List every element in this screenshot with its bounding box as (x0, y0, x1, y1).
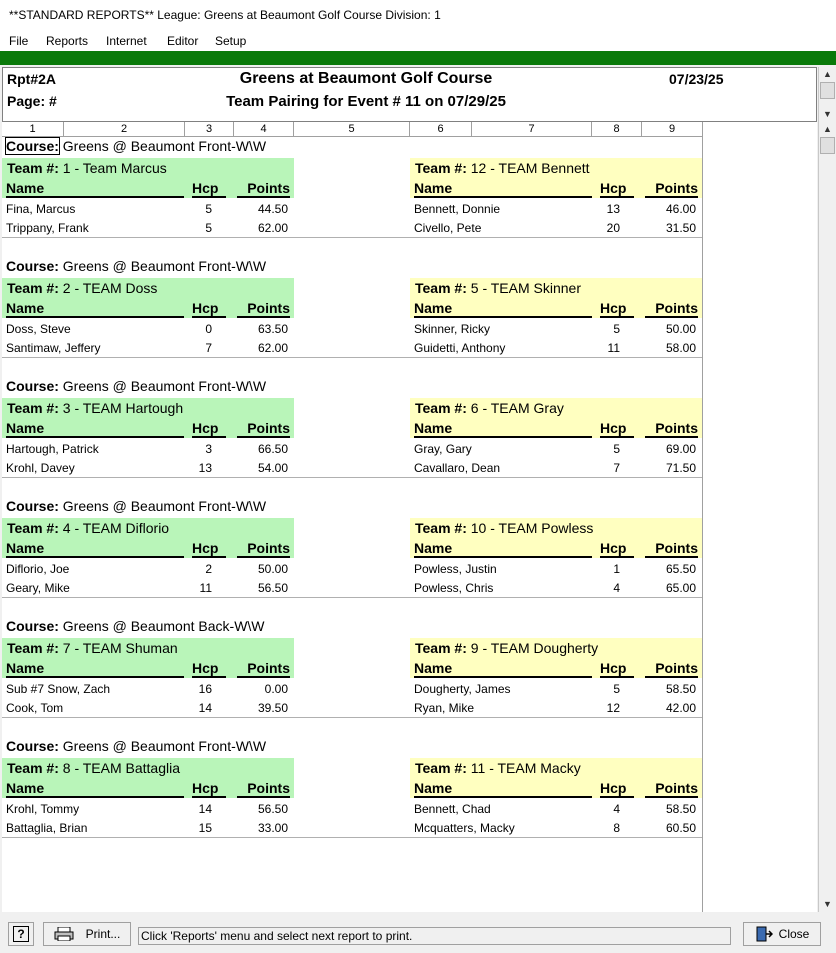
ruler-col: 9 (642, 122, 703, 137)
ruler-col: 1 (2, 122, 64, 137)
team-title (7, 160, 167, 176)
player-hcp: 5 (205, 202, 212, 216)
hcp-column-header: Hcp (600, 180, 634, 198)
team-name: 8 - TEAM Battaglia (62, 760, 181, 776)
team-label: Team #: (7, 520, 59, 536)
team-label: Team #: (7, 760, 59, 776)
player-points: 39.50 (257, 701, 288, 715)
course-name: Greens @ Beaumont Front-W\W (62, 498, 267, 514)
player-points: 54.00 (257, 461, 288, 475)
ruler-col: 5 (294, 122, 410, 137)
block-divider (2, 837, 703, 838)
player-points: 31.50 (665, 221, 696, 235)
ruler-col: 6 (410, 122, 472, 137)
player-points: 63.50 (257, 322, 288, 336)
name-column-header: Name (6, 420, 184, 438)
player-name: Powless, Chris (414, 581, 494, 595)
name-column-header: Name (414, 300, 592, 318)
print-button[interactable] (43, 922, 131, 946)
help-button[interactable] (8, 922, 34, 946)
player-hcp: 16 (198, 682, 212, 696)
team-title (7, 760, 180, 776)
points-column-header: Points (237, 180, 290, 198)
team-name: 5 - TEAM Skinner (470, 280, 581, 296)
points-column-header: Points (645, 180, 698, 198)
hcp-column-header: Hcp (192, 540, 226, 558)
player-points: 46.00 (665, 202, 696, 216)
team-header-left (2, 158, 294, 198)
player-hcp: 8 (613, 821, 620, 835)
hcp-column-header: Hcp (600, 300, 634, 318)
team-header-right (410, 758, 702, 798)
hcp-column-header: Hcp (192, 420, 226, 438)
course-label: Course: (6, 618, 59, 634)
team-title (415, 400, 564, 416)
hcp-column-header: Hcp (600, 780, 634, 798)
player-points: 42.00 (665, 701, 696, 715)
report-scrollbar[interactable] (818, 122, 835, 912)
player-name: Cavallaro, Dean (414, 461, 501, 475)
close-button[interactable] (743, 922, 821, 946)
player-hcp: 5 (205, 221, 212, 235)
menu-reports[interactable]: Reports (46, 34, 89, 48)
scroll-thumb[interactable] (820, 137, 835, 154)
ruler-col: 8 (592, 122, 642, 137)
name-column-header: Name (414, 660, 592, 678)
team-header-right (410, 398, 702, 438)
scroll-down-icon[interactable]: ▼ (820, 107, 835, 121)
pairing-block (2, 497, 703, 617)
player-points: 62.00 (257, 341, 288, 355)
course-line (6, 138, 266, 154)
ruler-col: 4 (234, 122, 294, 137)
team-header-left (2, 278, 294, 318)
player-hcp: 12 (606, 701, 620, 715)
player-hcp: 11 (199, 581, 212, 595)
team-header-left (2, 398, 294, 438)
course-name: Greens @ Beaumont Front-W\W (62, 378, 267, 394)
player-hcp: 1 (613, 562, 620, 576)
points-column-header: Points (645, 420, 698, 438)
hcp-column-header: Hcp (192, 660, 226, 678)
name-column-header: Name (6, 660, 184, 678)
team-title (415, 760, 581, 776)
team-header-left (2, 518, 294, 558)
player-hcp: 7 (613, 461, 620, 475)
points-column-header: Points (237, 420, 290, 438)
course-line (6, 378, 266, 394)
course-line (6, 738, 266, 754)
player-hcp: 13 (606, 202, 620, 216)
report-id: Rpt#2A (7, 71, 57, 87)
block-divider (2, 717, 703, 718)
player-hcp: 13 (198, 461, 212, 475)
player-points: 66.50 (257, 442, 288, 456)
name-column-header: Name (6, 540, 184, 558)
player-points: 65.50 (665, 562, 696, 576)
course-name: Greens @ Beaumont Front-W\W (62, 738, 267, 754)
points-column-header: Points (237, 660, 290, 678)
player-name: Bennett, Chad (414, 802, 491, 816)
team-label: Team #: (415, 640, 467, 656)
page-number: Page: # (7, 93, 57, 109)
points-column-header: Points (237, 540, 290, 558)
player-points: 58.00 (665, 341, 696, 355)
blank-area (703, 122, 817, 912)
bottom-toolbar (0, 913, 836, 953)
player-name: Gray, Gary (414, 442, 472, 456)
team-label: Team #: (7, 640, 59, 656)
ruler-col: 2 (64, 122, 185, 137)
player-name: Doss, Steve (6, 322, 71, 336)
hcp-column-header: Hcp (600, 420, 634, 438)
team-header-right (410, 278, 702, 318)
team-header-left (2, 638, 294, 678)
course-name: Greens @ Beaumont Front-W\W (62, 258, 267, 274)
player-name: Krohl, Davey (6, 461, 75, 475)
player-points: 0.00 (264, 682, 288, 696)
team-header-right (410, 518, 702, 558)
team-title (415, 640, 598, 656)
scroll-thumb[interactable] (820, 82, 835, 99)
points-column-header: Points (237, 780, 290, 798)
pairing-block (2, 617, 703, 737)
points-column-header: Points (645, 660, 698, 678)
player-name: Bennett, Donnie (414, 202, 501, 216)
player-name: Dougherty, James (414, 682, 511, 696)
points-column-header: Points (645, 780, 698, 798)
block-divider (2, 477, 703, 478)
points-column-header: Points (645, 540, 698, 558)
printer-icon (54, 927, 74, 941)
team-name: 10 - TEAM Powless (470, 520, 594, 536)
name-column-header: Name (6, 300, 184, 318)
player-hcp: 5 (613, 442, 620, 456)
player-hcp: 4 (613, 802, 620, 816)
course-name: Greens @ Beaumont Back-W\W (62, 618, 265, 634)
player-hcp: 15 (198, 821, 212, 835)
player-name: Fina, Marcus (6, 202, 76, 216)
player-hcp: 4 (613, 581, 620, 595)
course-line (6, 498, 266, 514)
name-column-header: Name (414, 180, 592, 198)
player-name: Battaglia, Brian (6, 821, 88, 835)
player-hcp: 14 (198, 802, 212, 816)
team-name: 2 - TEAM Doss (62, 280, 158, 296)
course-line (6, 618, 265, 634)
team-name: 3 - TEAM Hartough (62, 400, 184, 416)
team-label: Team #: (7, 280, 59, 296)
report-title: Greens at Beaumont Golf Course (239, 70, 493, 87)
player-hcp: 7 (205, 341, 212, 355)
player-points: 56.50 (257, 581, 288, 595)
player-points: 56.50 (257, 802, 288, 816)
player-points: 50.00 (257, 562, 288, 576)
name-column-header: Name (6, 180, 184, 198)
player-hcp: 3 (205, 442, 212, 456)
team-name: 11 - TEAM Macky (470, 760, 581, 776)
team-label: Team #: (7, 160, 59, 176)
report-subtitle: Team Pairing for Event # 11 on 07/29/25 (226, 93, 506, 110)
report-header (2, 67, 817, 122)
team-label: Team #: (415, 520, 467, 536)
team-header-right (410, 638, 702, 678)
player-name: Skinner, Ricky (414, 322, 491, 336)
name-column-header: Name (414, 540, 592, 558)
course-label: Course: (6, 258, 59, 274)
team-header-left (2, 758, 294, 798)
player-name: Santimaw, Jeffery (6, 341, 101, 355)
player-name: Cook, Tom (6, 701, 64, 715)
player-name: Ryan, Mike (414, 701, 475, 715)
player-hcp: 5 (613, 322, 620, 336)
name-column-header: Name (414, 780, 592, 798)
hcp-column-header: Hcp (192, 780, 226, 798)
player-name: Sub #7 Snow, Zach (6, 682, 111, 696)
course-label: Course: (6, 738, 59, 754)
hcp-column-header: Hcp (192, 300, 226, 318)
pairing-block (2, 257, 703, 377)
report-body[interactable] (2, 137, 703, 912)
team-name: 9 - TEAM Dougherty (470, 640, 599, 656)
team-name: 12 - TEAM Bennett (470, 160, 590, 176)
team-title (7, 640, 178, 656)
course-label: Course: (6, 498, 59, 514)
menu-editor[interactable]: Editor (167, 34, 199, 48)
block-divider (2, 597, 703, 598)
exit-door-icon (755, 926, 773, 942)
scroll-up-icon[interactable]: ▲ (820, 67, 835, 81)
name-column-header: Name (414, 420, 592, 438)
player-hcp: 11 (607, 341, 620, 355)
scroll-up-icon[interactable]: ▲ (820, 122, 835, 136)
menu-file[interactable]: File (9, 34, 29, 48)
team-title (7, 520, 169, 536)
player-points: 71.50 (665, 461, 696, 475)
team-label: Team #: (415, 160, 467, 176)
course-name: Greens @ Beaumont Front-W\W (62, 138, 267, 154)
team-title (415, 520, 593, 536)
player-hcp: 0 (205, 322, 212, 336)
player-points: 33.00 (257, 821, 288, 835)
player-points: 50.00 (665, 322, 696, 336)
course-line (6, 258, 266, 274)
column-ruler (2, 122, 703, 137)
points-column-header: Points (645, 300, 698, 318)
hcp-column-header: Hcp (600, 660, 634, 678)
player-name: Guidetti, Anthony (414, 341, 506, 355)
hcp-column-header: Hcp (192, 180, 226, 198)
player-points: 58.50 (665, 682, 696, 696)
player-name: Civello, Pete (414, 221, 482, 235)
block-divider (2, 357, 703, 358)
scroll-down-icon[interactable]: ▼ (820, 897, 835, 911)
name-column-header: Name (6, 780, 184, 798)
pairing-block (2, 377, 703, 497)
team-title (415, 280, 581, 296)
ruler-col: 7 (472, 122, 592, 137)
player-points: 44.50 (257, 202, 288, 216)
player-name: Trippany, Frank (6, 221, 89, 235)
menu-internet[interactable]: Internet (106, 34, 147, 48)
pairing-block (2, 137, 703, 257)
player-name: Powless, Justin (414, 562, 497, 576)
help-icon: ? (13, 926, 28, 942)
ruler-col: 3 (185, 122, 234, 137)
team-name: 7 - TEAM Shuman (62, 640, 178, 656)
player-hcp: 2 (205, 562, 212, 576)
team-label: Team #: (415, 280, 467, 296)
course-label: Course: (6, 138, 59, 154)
team-label: Team #: (415, 400, 467, 416)
course-label: Course: (6, 378, 59, 394)
header-scrollbar[interactable] (818, 67, 835, 122)
report-date: 07/23/25 (669, 71, 724, 87)
accent-bar (0, 51, 836, 65)
team-title (415, 160, 590, 176)
team-name: 1 - Team Marcus (62, 160, 167, 176)
player-name: Diflorio, Joe (6, 562, 70, 576)
window-title: **STANDARD REPORTS** League: Greens at Beaumont Golf Course Division: 1 (0, 0, 836, 31)
team-name: 4 - TEAM Diflorio (62, 520, 170, 536)
player-name: Geary, Mike (6, 581, 70, 595)
player-name: Mcquatters, Macky (414, 821, 515, 835)
player-name: Hartough, Patrick (6, 442, 99, 456)
player-points: 60.50 (665, 821, 696, 835)
menu-bar (0, 31, 836, 51)
player-points: 62.00 (257, 221, 288, 235)
team-title (7, 280, 157, 296)
pairing-block (2, 737, 703, 857)
print-label: Print... (85, 927, 121, 941)
player-hcp: 20 (606, 221, 620, 235)
player-points: 58.50 (665, 802, 696, 816)
player-points: 69.00 (665, 442, 696, 456)
team-name: 6 - TEAM Gray (470, 400, 564, 416)
menu-setup[interactable]: Setup (215, 34, 247, 48)
status-text: Click 'Reports' menu and select next report to print. (138, 927, 731, 945)
player-name: Krohl, Tommy (6, 802, 80, 816)
team-header-right (410, 158, 702, 198)
close-label: Close (778, 927, 810, 941)
team-title (7, 400, 183, 416)
player-points: 65.00 (665, 581, 696, 595)
team-label: Team #: (415, 760, 467, 776)
block-divider (2, 237, 703, 238)
player-hcp: 14 (198, 701, 212, 715)
points-column-header: Points (237, 300, 290, 318)
team-label: Team #: (7, 400, 59, 416)
hcp-column-header: Hcp (600, 540, 634, 558)
player-hcp: 5 (613, 682, 620, 696)
